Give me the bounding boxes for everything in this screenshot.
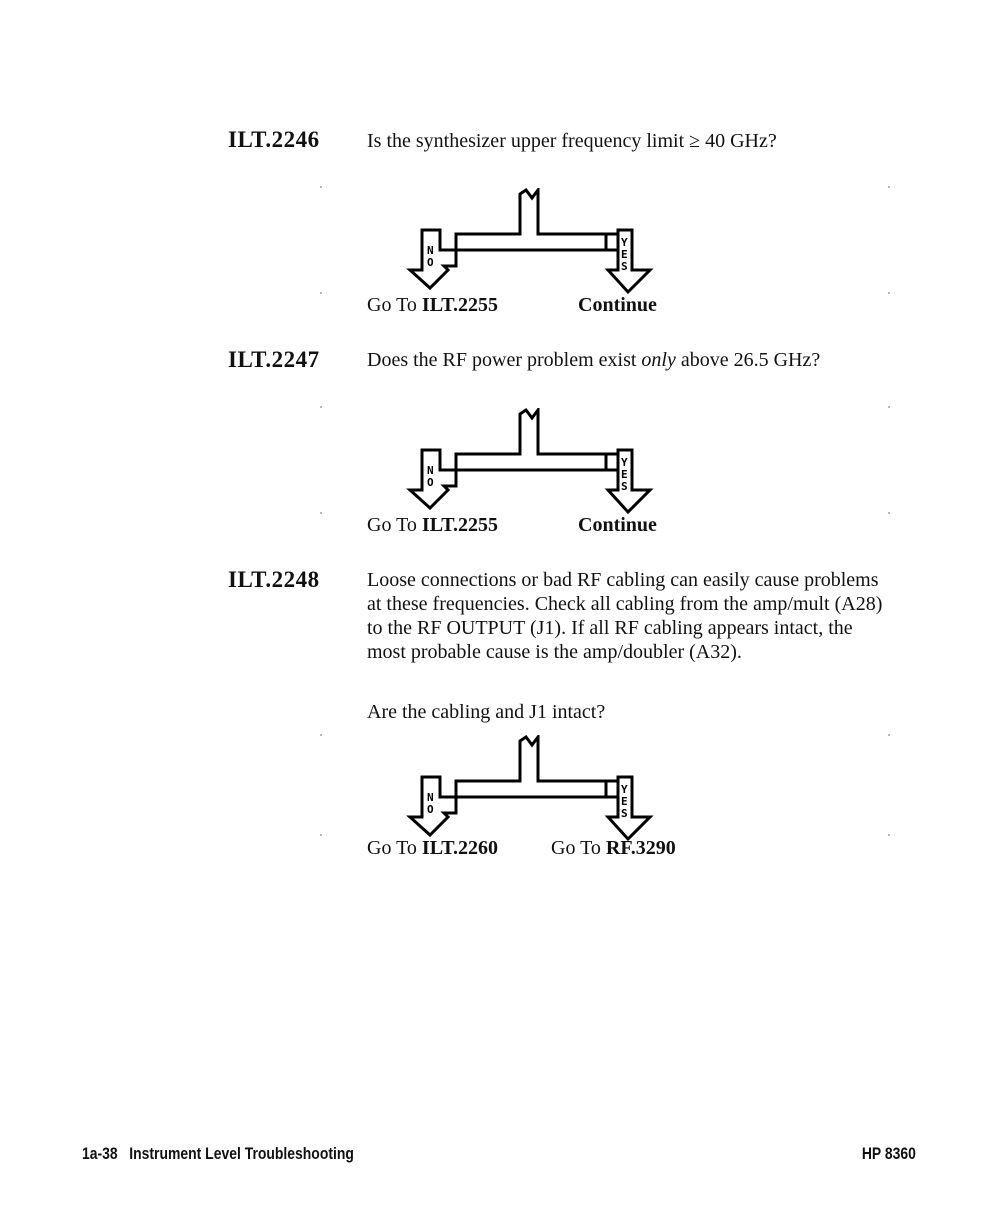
yes-branch-target[interactable]: Continue (578, 294, 657, 316)
svg-text:O: O (427, 803, 434, 816)
yes-letter-e: E (621, 248, 628, 261)
no-branch-label-2246 (367, 294, 498, 317)
svg-text:E: E (621, 795, 628, 808)
scan-speck (888, 292, 890, 294)
yes-branch-label-2246 (578, 294, 657, 317)
question-2247 (367, 348, 897, 372)
svg-text:S: S (621, 480, 628, 493)
page-number: 1a-38 (82, 1144, 118, 1163)
yes-branch-target[interactable]: Continue (578, 514, 657, 536)
yes-branch-label-2247 (578, 514, 657, 537)
yes-branch-label-2248 (551, 837, 676, 860)
yes-no-diagram-2247 (396, 408, 666, 518)
question-2246: Is the synthesizer upper frequency limit ≥ 40 GHz? (367, 130, 777, 152)
branch-arrow-icon (396, 188, 666, 298)
scan-speck (320, 734, 322, 736)
scan-speck (888, 186, 890, 188)
branch-arrow-icon (396, 735, 666, 845)
no-branch-prefix: Go To (367, 294, 417, 316)
no-branch-target[interactable]: ILT.2255 (421, 294, 499, 316)
no-branch-label-2247 (367, 514, 498, 537)
svg-text:E: E (621, 468, 628, 481)
scan-speck (320, 292, 322, 294)
step-id-2246: ILT.2246 (228, 127, 320, 152)
no-branch-prefix: Go To (367, 514, 417, 536)
scan-speck (320, 186, 322, 188)
svg-text:N: N (427, 791, 434, 804)
no-letter-n: N (427, 244, 434, 257)
scan-speck (888, 406, 890, 408)
product-name: HP 8360 (861, 1144, 916, 1163)
svg-text:N: N (427, 464, 434, 477)
yes-letter-y: Y (621, 236, 628, 249)
svg-text:Y: Y (621, 456, 628, 469)
no-letter-o: O (427, 256, 434, 269)
yes-branch-target[interactable]: RF.3290 (605, 837, 676, 859)
paragraph-2248: Loose connections or bad RF cabling can easily cause problems at these frequencies. Check all cabling from the amp/mult (A28) to the RF OUTPUT (J1). If all RF cabling appears intact, the most probable cause is the amp/doubler (A32). (367, 569, 883, 663)
yes-branch-prefix: Go To (551, 837, 601, 859)
page-footer-left (82, 1144, 354, 1164)
section-title: Instrument Level Troubleshooting (129, 1144, 354, 1163)
question-2247-after: above 26.5 GHz? (675, 349, 821, 371)
question-2248: Are the cabling and J1 intact? (367, 701, 606, 723)
svg-text:S: S (621, 807, 628, 820)
scan-speck (320, 406, 322, 408)
svg-text:O: O (427, 476, 434, 489)
no-branch-prefix: Go To (367, 837, 417, 859)
no-branch-target[interactable]: ILT.2260 (421, 837, 499, 859)
branch-arrow-icon (396, 408, 666, 518)
scan-speck (888, 734, 890, 736)
svg-text:Y: Y (621, 783, 628, 796)
scan-speck (888, 834, 890, 836)
step-id-2247: ILT.2247 (228, 347, 320, 372)
yes-no-diagram-2248 (396, 735, 666, 845)
yes-no-diagram-2246 (396, 188, 666, 298)
scan-speck (888, 512, 890, 514)
scan-speck (320, 834, 322, 836)
question-2247-emphasis: only (641, 349, 676, 371)
question-2247-before: Does the RF power problem exist (367, 349, 642, 371)
yes-letter-s: S (621, 260, 628, 273)
no-branch-label-2248 (367, 837, 498, 860)
scan-speck (320, 512, 322, 514)
no-branch-target[interactable]: ILT.2255 (421, 514, 499, 536)
step-id-2248: ILT.2248 (228, 567, 320, 592)
